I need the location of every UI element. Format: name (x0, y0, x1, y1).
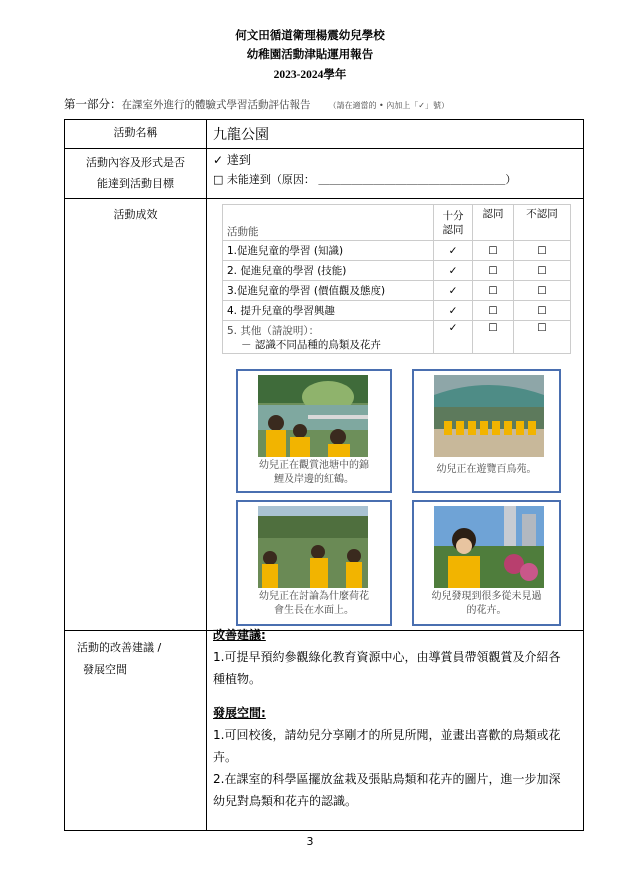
eval-check-disagree: ☐ (514, 321, 571, 354)
eval-row-other (223, 321, 434, 354)
eval-row (223, 281, 571, 301)
eval-row-text: 1.促進兒童的學習 (知識) (223, 241, 434, 261)
activity-name-label: 活動名稱 (113, 126, 158, 139)
improve-title: 改善建議: (213, 628, 266, 642)
photo-caption-line: 幼兒發現到很多從未見過 (431, 591, 542, 602)
eval-head-disagree: 不認同 (514, 205, 571, 241)
improve-line: 1.可提早預約參觀綠化教育資源中心，由導賞員帶領觀賞及介紹各 (213, 650, 561, 664)
goal-not-achieved: □ 未能達到（原因： ＿＿＿＿＿＿＿＿＿＿＿＿＿＿＿＿＿） (213, 173, 517, 186)
activity-name-label-cell (65, 120, 207, 149)
photo-caption-line: 鯉及岸邊的紅鶴。 (274, 474, 354, 485)
eval-row-text: 3.促進兒童的學習 (價值觀及態度) (223, 281, 434, 301)
photo-caption (242, 459, 386, 487)
eval-check-strongly-agree: ✓ (434, 261, 473, 281)
report-title: 幼稚園活動津貼運用報告 (246, 47, 374, 61)
goal-label (65, 149, 206, 194)
eval-head-strong-2: 認同 (442, 223, 464, 236)
develop-line: 卉。 (213, 750, 238, 764)
eval-check-agree: ☐ (473, 241, 514, 261)
eval-head-strongly-agree (434, 205, 473, 241)
improve-section (213, 624, 583, 690)
evaluation-table (222, 204, 571, 354)
eval-head-item: 活動能 (223, 205, 434, 241)
eval-check-disagree: ☐ (514, 241, 571, 261)
photo-caption (242, 590, 386, 618)
photo-card (412, 369, 561, 493)
eval-head-agree: 認同 (473, 205, 514, 241)
eval-row-text: 2. 促進兒童的學習 (技能) (223, 261, 434, 281)
page-number: 3 (306, 835, 314, 848)
eval-row (223, 301, 571, 321)
photo-caption (418, 463, 555, 477)
part-description: 在課室外進行的體驗式學習活動評估報告 (121, 99, 311, 111)
develop-title: 發展空間: (213, 706, 266, 720)
school-year: 2023-2024學年 (273, 69, 347, 81)
part-label: 第一部分： (64, 97, 122, 111)
eval-row (223, 261, 571, 281)
goal-label-cell (65, 149, 207, 199)
photo-caption-line: 幼兒正在討論為什麼荷花 (259, 591, 369, 602)
activity-name-cell (207, 120, 584, 149)
goal-label-line1: 活動內容及形式是否 (86, 156, 185, 169)
photo-caption (418, 590, 555, 618)
eval-row-text: 5. 其他（請說明）： (227, 325, 320, 337)
eval-check-agree: ☐ (473, 281, 514, 301)
eval-check-strongly-agree: ✓ (434, 321, 473, 354)
eval-check-strongly-agree: ✓ (434, 301, 473, 321)
part-heading (64, 96, 449, 112)
improve-label-line2: 發展空間 (83, 663, 127, 676)
part-note: （請在適當的 • 內加上「✓」號） (328, 101, 450, 110)
develop-line: 1.可回校後，請幼兒分享剛才的所見所聞，並畫出喜歡的鳥類或花 (213, 728, 561, 742)
improve-label-cell (65, 631, 207, 831)
photo-caption-line: 幼兒正在觀賞池塘中的錦 (259, 460, 369, 471)
eval-check-disagree: ☐ (514, 261, 571, 281)
develop-line: 2.在課室的科學區擺放盆栽及張貼鳥類和花卉的圖片，進一步加深 (213, 772, 561, 786)
improve-label (65, 631, 206, 681)
pond-photo (258, 375, 368, 457)
develop-section (213, 702, 583, 812)
school-name: 何文田循道衛理楊震幼兒學校 (235, 28, 385, 42)
eval-row (223, 241, 571, 261)
result-label: 活動成效 (113, 208, 158, 221)
eval-row-sub: － 認識不同品種的鳥類及花卉 (241, 339, 381, 351)
goal-options-cell (207, 149, 584, 199)
photo-card (236, 369, 392, 493)
eval-row-text: 4. 提升兒童的學習興趣 (223, 301, 434, 321)
eval-check-agree: ☐ (473, 321, 514, 354)
goal-achieved: ✓ 達到 (213, 153, 251, 167)
result-label-cell (65, 199, 207, 631)
photo-caption-line: 幼兒正在遊覽百鳥苑。 (436, 464, 537, 475)
activity-name-value: 九龍公園 (213, 127, 269, 143)
lotus-photo (258, 506, 368, 588)
aviary-photo (434, 375, 544, 457)
improve-label-line1: 活動的改善建議 / (77, 641, 162, 654)
photo-card (412, 500, 561, 626)
photo-card (236, 500, 392, 626)
eval-check-agree: ☐ (473, 261, 514, 281)
eval-check-strongly-agree: ✓ (434, 241, 473, 261)
eval-head-strong-1: 十分 (442, 209, 464, 222)
develop-line: 幼兒對鳥類和花卉的認識。 (213, 794, 358, 808)
flowers-photo (434, 506, 544, 588)
photo-caption-line: 的花卉。 (466, 605, 507, 616)
eval-check-disagree: ☐ (514, 281, 571, 301)
photo-caption-line: 會生長在水面上。 (274, 605, 354, 616)
eval-check-agree: ☐ (473, 301, 514, 321)
eval-check-disagree: ☐ (514, 301, 571, 321)
eval-check-strongly-agree: ✓ (434, 281, 473, 301)
improve-line: 種植物。 (213, 672, 262, 686)
eval-row (223, 321, 571, 354)
goal-label-line2: 能達到活動目標 (97, 177, 174, 190)
